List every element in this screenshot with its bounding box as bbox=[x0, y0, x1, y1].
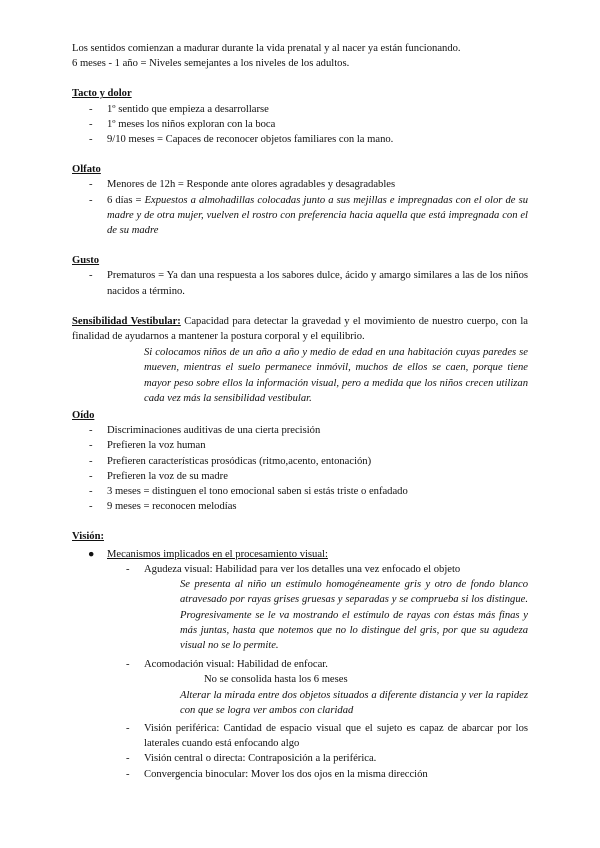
sensibilidad-heading: Sensibilidad Vestibular: bbox=[72, 315, 181, 327]
olfato-heading: Olfato bbox=[72, 164, 101, 176]
sensibilidad-text: Capacidad para detectar la gravedad y el movimiento de nuestro cuerpo, con la finalidad de ayudarnos a mantener la postura corporal y el equilibrio. bbox=[72, 315, 529, 343]
list-item: - Prefieren la voz human bbox=[72, 438, 528, 453]
document-page bbox=[72, 41, 528, 782]
list-item: - 3 meses = distinguen el tono emocional saben si estás triste o enfadado bbox=[72, 484, 528, 499]
gusto-list bbox=[72, 268, 528, 298]
vision-acomodacion-italic: Alterar la mirada entre dos objetos situados a diferente distancia y ver la rapidez con que se logra ver ambos con claridad bbox=[180, 689, 528, 716]
vision-agudeza: Agudeza visual: Habilidad para ver los detalles una vez enfocado el objeto bbox=[144, 563, 461, 575]
list-item: - Visión periférica: Cantidad de espacio visual que el sujeto es capaz de abarcar por los laterales cuando está enfocando algo bbox=[72, 721, 528, 751]
list-item: - 9 meses = reconocen melodías bbox=[72, 499, 528, 514]
bullet-icon: ● bbox=[88, 548, 95, 560]
vision-mecanismos-row bbox=[72, 547, 528, 562]
list-item: - 1º meses los niños exploran con la boca bbox=[72, 117, 528, 132]
list-item: - 9/10 meses = Capaces de reconocer objetos familiares con la mano. bbox=[72, 132, 528, 147]
list-item: - Discriminaciones auditivas de una cierta precisión bbox=[72, 423, 528, 438]
list-item: - Convergencia binocular: Mover los dos ojos en la misma dirección bbox=[72, 767, 528, 782]
sensibilidad-paragraph bbox=[72, 314, 528, 344]
vision-sublist bbox=[72, 562, 528, 577]
vision-heading: Visión: bbox=[72, 531, 104, 543]
olfato-item2-italic: Expuestos a almohadillas colocadas junto a sus mejillas e impregnadas con el olor de su madre y de otra mujer, vuelven el rostro con preferencia hacia aquella que está impregnada con el de su madre bbox=[107, 194, 528, 237]
list-item bbox=[72, 657, 528, 672]
vision-agudeza-italic: Se presenta al niño un estímulo homogéneamente gris y otro de fondo blanco atravesado por rayas grises gruesas y separadas y se comprueba si los distingue. Progresivamente se le va mostrando el estímulo de rayas con éstas más finas y más juntas, hasta que notemos que no lo distingue del gris, por que su agudeza visual no se lo permite. bbox=[180, 579, 528, 651]
vision-acomodacion-note: No se consolida hasta los 6 meses bbox=[204, 674, 348, 686]
list-item: - Prematuros = Ya dan una respuesta a los sabores dulce, ácido y amargo similares a las de los niños nacidos a término. bbox=[72, 268, 528, 298]
olfato-item2-prefix: 6 días = bbox=[107, 194, 145, 206]
vision-mecanismos-label: Mecanismos implicados en el procesamiento visual: bbox=[107, 548, 328, 560]
list-item: - Menores de 12h = Responde ante olores agradables y desagradables bbox=[72, 177, 528, 192]
sensibilidad-quote: Si colocamos niños de un año a año y medio de edad en una habitación cuyas paredes se mueven, mientras el suelo permanece inmóvil, muchos de ellos se caen, porque tiene mayor peso sobre ellos la información visual, pero a medida que los niños crecen utilizan cada vez más la sensibilidad vestibular. bbox=[144, 347, 528, 404]
tacto-heading: Tacto y dolor bbox=[72, 88, 132, 100]
list-item bbox=[72, 562, 528, 577]
gusto-heading: Gusto bbox=[72, 255, 100, 267]
list-item: - Prefieren características prosódicas (ritmo,acento, entonación) bbox=[72, 454, 528, 469]
oido-heading: Oído bbox=[72, 410, 95, 422]
intro-line-2: 6 meses - 1 año = Niveles semejantes a los niveles de los adultos. bbox=[72, 58, 350, 70]
list-item: - Visión central o directa: Contraposición a la periférica. bbox=[72, 751, 528, 766]
vision-sublist bbox=[72, 657, 528, 672]
oido-list bbox=[72, 423, 528, 514]
vision-sublist bbox=[72, 721, 528, 782]
list-item: - Prefieren la voz de su madre bbox=[72, 469, 528, 484]
list-item: - 1º sentido que empieza a desarrollarse bbox=[72, 102, 528, 117]
intro-line-1: Los sentidos comienzan a madurar durante la vida prenatal y al nacer ya están funcionando. bbox=[72, 43, 461, 54]
olfato-list bbox=[72, 177, 528, 238]
vision-acomodacion: Acomodación visual: Habilidad de enfocar. bbox=[144, 659, 328, 671]
list-item bbox=[72, 193, 528, 239]
tacto-list bbox=[72, 102, 528, 148]
